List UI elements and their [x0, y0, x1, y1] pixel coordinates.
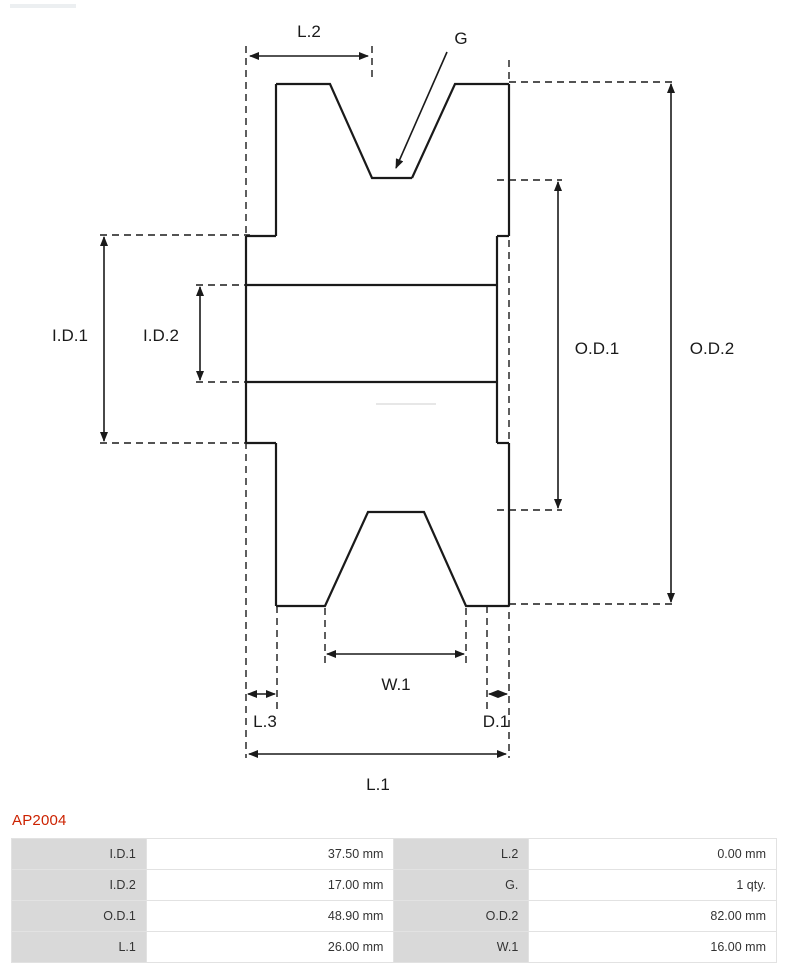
part-number: AP2004 — [12, 812, 67, 829]
spec-value: 16.00 mm — [529, 932, 777, 963]
pulley-bore-lines — [246, 285, 497, 382]
spec-value: 26.00 mm — [146, 932, 394, 963]
label-id2: I.D.2 — [143, 326, 179, 345]
spec-value: 1 qty. — [529, 870, 777, 901]
label-g: G — [454, 29, 468, 48]
label-l1: L.1 — [366, 775, 390, 794]
label-od2: O.D.2 — [689, 339, 735, 358]
table-row — [12, 932, 777, 963]
dimension-arrows — [104, 52, 671, 754]
pulley-outline-lower — [246, 382, 509, 606]
spec-key: G. — [394, 870, 529, 901]
spec-key: O.D.2 — [394, 901, 529, 932]
spec-value: 17.00 mm — [146, 870, 394, 901]
spec-value: 48.90 mm — [146, 901, 394, 932]
label-l2: L.2 — [297, 22, 321, 41]
spec-value: 37.50 mm — [146, 839, 394, 870]
dimension-labels — [52, 22, 734, 794]
spec-key: W.1 — [394, 932, 529, 963]
specifications-table — [11, 838, 777, 963]
label-d1: D.1 — [482, 712, 510, 731]
table-row — [12, 839, 777, 870]
label-l3: L.3 — [253, 712, 277, 731]
label-w1: W.1 — [381, 675, 411, 694]
table-row — [12, 901, 777, 932]
pulley-outline-upper — [246, 84, 509, 285]
spec-key: I.D.2 — [12, 870, 147, 901]
label-id1: I.D.1 — [52, 326, 88, 345]
spec-value: 0.00 mm — [529, 839, 777, 870]
spec-key: L.2 — [394, 839, 529, 870]
label-od1: O.D.1 — [574, 339, 620, 358]
spec-key: O.D.1 — [12, 901, 147, 932]
spec-key: L.1 — [12, 932, 147, 963]
dim-g-leader — [396, 52, 447, 168]
spec-value: 82.00 mm — [529, 901, 777, 932]
spec-key: I.D.1 — [12, 839, 147, 870]
table-row — [12, 870, 777, 901]
projection-lines — [100, 46, 676, 758]
